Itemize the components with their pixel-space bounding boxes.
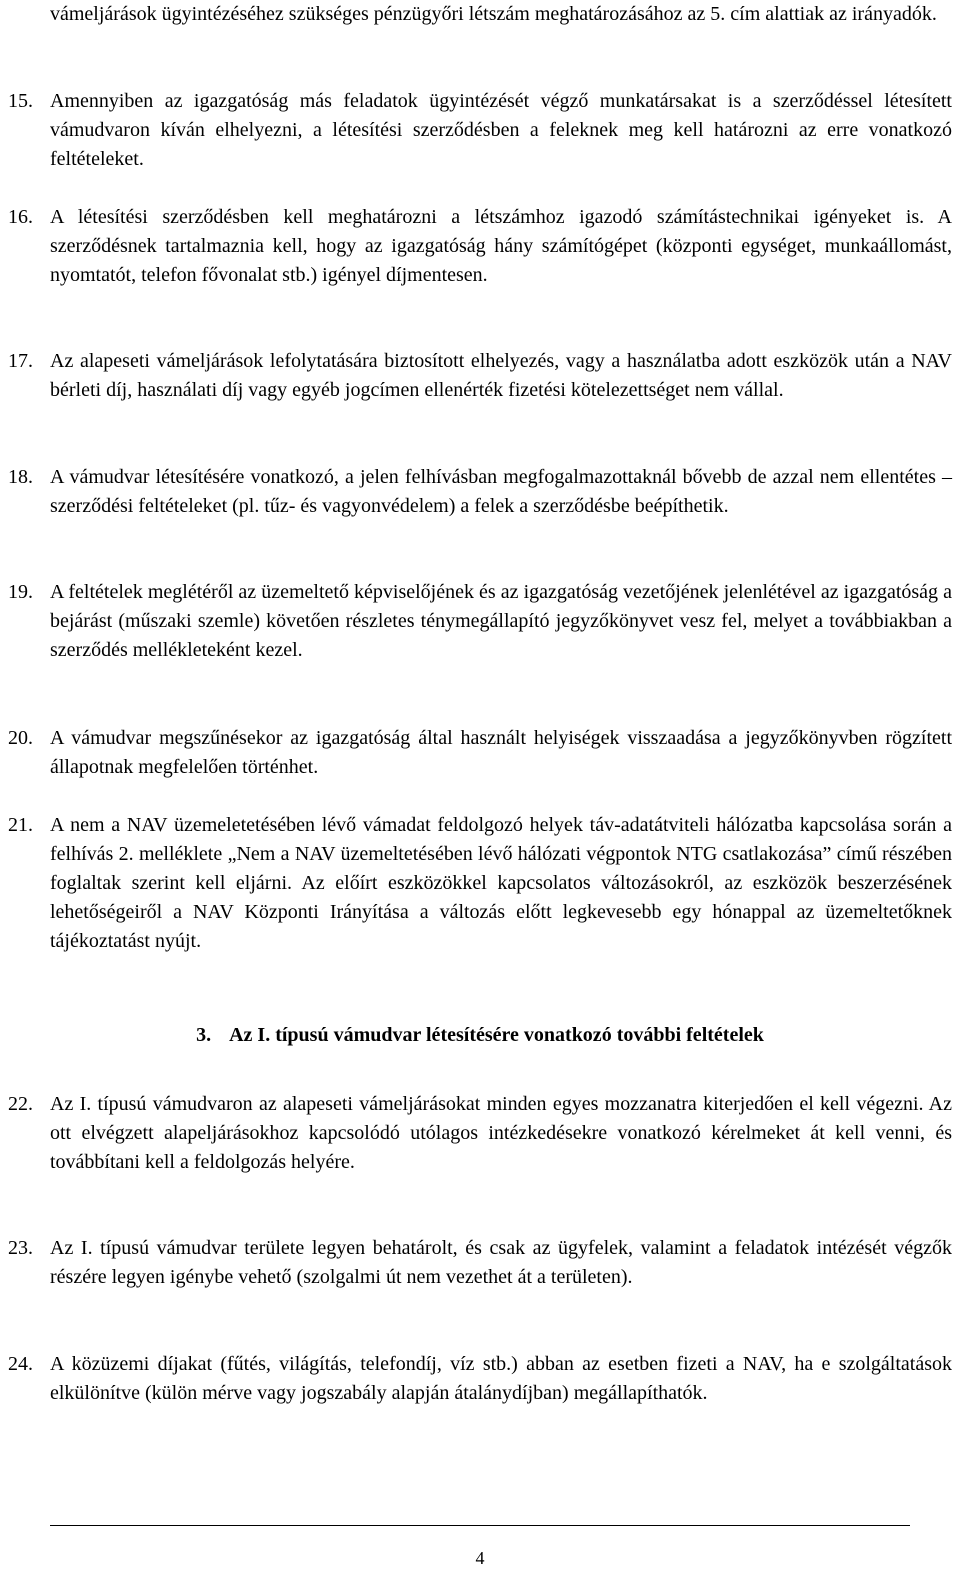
item-number: 15.	[8, 90, 33, 112]
intro-continuation-paragraph: vámeljárások ügyintézéséhez szükséges pénzügyőri létszám meghatározásához az 5. cím alattiak az irányadók.	[50, 3, 937, 25]
item-text: Az I. típusú vámudvar területe legyen behatárolt, és csak az ügyfelek, valamint a feladatok intézését végzők részére legyen igénybe vehető (szolgalmi út nem vezethet át a területen).	[50, 1237, 952, 1288]
item-text: A közüzemi díjakat (fűtés, világítás, telefondíj, víz stb.) abban az esetben fizeti a NAV, ha e szolgáltatások elkülönítve (külön mérve vagy jogszabály alapján átalánydíjban) megállapíthatók.	[50, 1353, 952, 1404]
list-item-22	[8, 1090, 952, 1177]
item-number: 17.	[8, 350, 33, 372]
item-text: Az I. típusú vámudvaron az alapeseti vámeljárásokat minden egyes mozzanatra kiterjedően el kell végezni. Az ott elvégzett alapeljárásokhoz kapcsolódó utólagos intézkedésekre vonatkozó kérelmeket át kell venni, és továbbítani kell a feldolgozás helyére.	[50, 1093, 952, 1173]
list-item-15	[8, 87, 952, 174]
list-item-19	[8, 578, 952, 665]
item-text: Az alapeseti vámeljárások lefolytatására biztosított elhelyezés, vagy a használatba adott eszközök után a NAV bérleti díj, használati díj vagy egyéb jogcímen ellenérték fizetési kötelezettséget nem vállal.	[50, 350, 952, 401]
item-number: 16.	[8, 206, 33, 228]
item-number: 23.	[8, 1237, 33, 1259]
footer-divider	[50, 1525, 910, 1526]
item-number: 21.	[8, 814, 33, 836]
section-heading-title: Az I. típusú vámudvar létesítésére vonatkozó további feltételek	[229, 1024, 764, 1046]
item-text: Amennyiben az igazgatóság más feladatok ügyintézését végző munkatársakat is a szerződéssel létesített vámudvaron kíván elhelyezni, a létesítési szerződésben a feleknek meg kell határozni az erre vonatkozó feltételeket.	[50, 90, 952, 170]
item-text: A nem a NAV üzemeletetésében lévő vámadat feldolgozó helyek táv-adatátviteli hálózatba kapcsolása során a felhívás 2. melléklete „Nem a NAV üzemeltetésében lévő hálózati végpontok NTG csatlakozása” című részében foglaltak szerint kell eljárni. Az előírt eszközökkel kapcsolatos változásokról, az eszközök beszerzésének lehetőségeiről a NAV Központi Irányítása a változás előtt legkevesebb egy hónappal az üzemeltetőknek tájékoztatást nyújt.	[50, 814, 952, 952]
item-number: 24.	[8, 1353, 33, 1375]
item-number: 19.	[8, 581, 33, 603]
item-text: A feltételek meglétéről az üzemeltető képviselőjének és az igazgatóság vezetőjének jelenlétével az igazgatóság a bejárást (műszaki szemle) követően részletes ténymegállapító jegyzőkönyvet vesz fel, melyet a továbbiakban a szerződés mellékleteként kezel.	[50, 581, 952, 661]
section-heading	[0, 1021, 960, 1050]
list-item-17	[8, 347, 952, 405]
list-item-24	[8, 1350, 952, 1408]
section-heading-number: 3.	[196, 1024, 212, 1046]
item-text: A vámudvar létesítésére vonatkozó, a jelen felhívásban megfogalmazottaknál bővebb de azzal nem ellentétes – szerződési feltételeket (pl. tűz- és vagyonvédelem) a felek a szerződésbe beépíthetik.	[50, 466, 952, 517]
list-item-20	[8, 724, 952, 782]
list-item-21	[8, 811, 952, 956]
item-text: A vámudvar megszűnésekor az igazgatóság által használt helyiségek visszaadása a jegyzőkönyvben rögzített állapotnak megfelelően történhet.	[50, 727, 952, 778]
item-number: 20.	[8, 727, 33, 749]
item-number: 22.	[8, 1093, 33, 1115]
list-item-18	[8, 463, 952, 521]
item-text: A létesítési szerződésben kell meghatározni a létszámhoz igazodó számítástechnikai igényeket is. A szerződésnek tartalmaznia kell, hogy az igazgatóság hány számítógépet (központi egységet, munkaállomást, nyomtatót, telefon fővonalat stb.) igényel díjmentesen.	[50, 206, 952, 286]
page-number: 4	[475, 1548, 485, 1568]
item-number: 18.	[8, 466, 33, 488]
list-item-16	[8, 203, 952, 290]
list-item-23	[8, 1234, 952, 1292]
